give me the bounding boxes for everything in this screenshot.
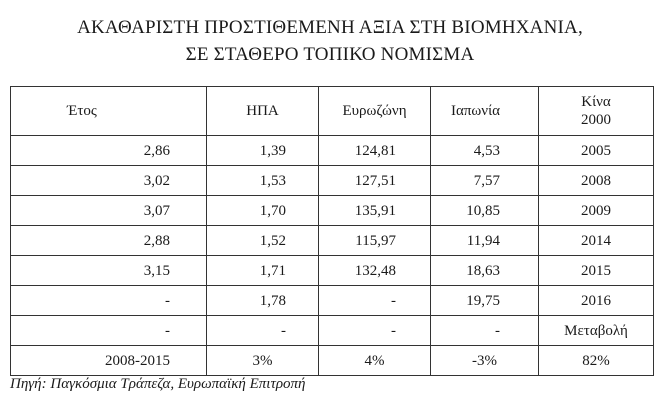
header-usa: ΗΠΑ [207,87,319,136]
table-row [11,166,654,196]
table-cell: 2016 [539,286,654,316]
table-cell: 2008 [539,166,654,196]
table-cell: 115,97 [319,226,431,256]
table-cell: Μεταβολή [539,316,654,346]
table-cell: - [319,316,431,346]
table-cell: 2,88 [11,226,207,256]
table-cell: 124,81 [319,136,431,166]
table-row [11,136,654,166]
table-row [11,286,654,316]
table-cell: 3,02 [11,166,207,196]
table-cell: 10,85 [431,196,539,226]
data-table [10,86,654,376]
table-header-row [11,87,654,136]
header-year: Έτος [11,87,207,136]
table-row [11,346,654,376]
table-cell: 1,70 [207,196,319,226]
table-cell: - [11,316,207,346]
table-row [11,196,654,226]
table-cell: 3,07 [11,196,207,226]
table-cell: 2,86 [11,136,207,166]
table-cell: 3,15 [11,256,207,286]
table-cell: 2009 [539,196,654,226]
table-cell: - [431,316,539,346]
table-row [11,256,654,286]
table-cell: -3% [431,346,539,376]
table-cell: 82% [539,346,654,376]
table-title-line-1: ΑΚΑΘΑΡΙΣΤΗ ΠΡΟΣΤΙΘΕΜΕΝΗ ΑΞΙΑ ΣΤΗ ΒΙΟΜΗΧΑΝΙΑ, [77,17,583,38]
source-note: Πηγή: Παγκόσμια Τράπεζα, Ευρωπαϊκή Επιτροπή [10,376,306,392]
header-china [539,87,654,136]
header-japan: Ιαπωνία [431,87,539,136]
header-eurozone: Ευρωζώνη [319,87,431,136]
table-cell: 1,71 [207,256,319,286]
table-cell: 127,51 [319,166,431,196]
header-china-year: 2000 [581,112,611,128]
table-cell: 4,53 [431,136,539,166]
table-cell: 11,94 [431,226,539,256]
table-cell: - [207,316,319,346]
table-cell: 1,53 [207,166,319,196]
table-cell: 4% [319,346,431,376]
table-cell: 2015 [539,256,654,286]
table-cell: 2014 [539,226,654,256]
table-cell: 7,57 [431,166,539,196]
table-cell: 132,48 [319,256,431,286]
table-cell: 19,75 [431,286,539,316]
header-china-label: Κίνα [581,94,611,110]
table-row [11,226,654,256]
table-cell: - [319,286,431,316]
table-title-line-2: ΣΕ ΣΤΑΘΕΡΟ ΤΟΠΙΚΟ ΝΟΜΙΣΜΑ [185,44,475,65]
table-cell: 2005 [539,136,654,166]
table-cell: 1,78 [207,286,319,316]
table-cell: 1,39 [207,136,319,166]
table-cell: - [11,286,207,316]
table-cell: 2008-2015 [11,346,207,376]
table-row [11,316,654,346]
table-cell: 1,52 [207,226,319,256]
table-cell: 3% [207,346,319,376]
table-cell: 135,91 [319,196,431,226]
table-cell: 18,63 [431,256,539,286]
